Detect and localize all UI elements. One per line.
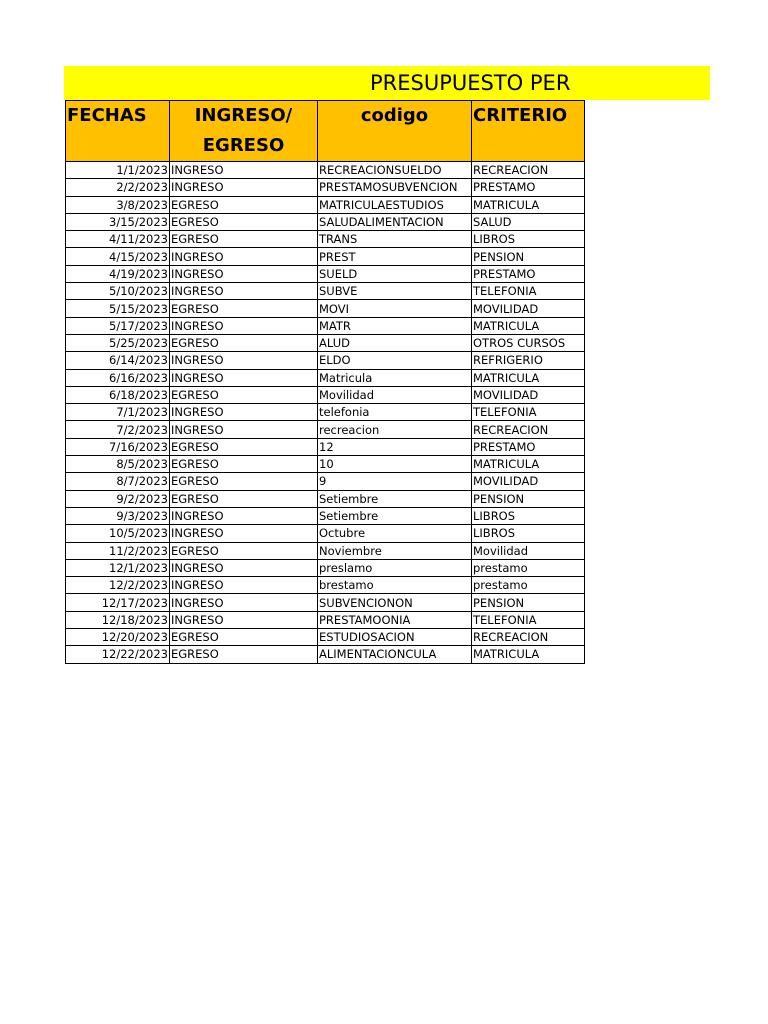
table-row [66, 525, 585, 542]
cell-fecha[interactable]: 4/19/2023 [66, 265, 170, 282]
sheet-title: PRESUPUESTO PER [370, 71, 571, 95]
cell-criterio[interactable]: prestamo [472, 577, 585, 594]
cell-fecha[interactable]: 4/15/2023 [66, 248, 170, 265]
cell-codigo[interactable]: PRESTAMOSUBVENCION [318, 179, 472, 196]
table-row [66, 265, 585, 282]
cell-criterio[interactable]: PRESTAMO [472, 265, 585, 282]
table-row [66, 473, 585, 490]
cell-fecha[interactable]: 12/20/2023 [66, 629, 170, 646]
cell-codigo[interactable]: MATR [318, 317, 472, 334]
table-row [66, 196, 585, 213]
header-ingreso-egreso[interactable] [170, 101, 318, 162]
cell-tipo[interactable]: INGRESO [170, 594, 318, 611]
cell-fecha[interactable]: 5/15/2023 [66, 300, 170, 317]
cell-fecha[interactable]: 9/2/2023 [66, 490, 170, 507]
cell-criterio[interactable]: OTROS CURSOS [472, 334, 585, 351]
header-row [66, 101, 585, 162]
cell-tipo[interactable]: INGRESO [170, 162, 318, 179]
cell-criterio[interactable]: PRESTAMO [472, 438, 585, 455]
cell-codigo[interactable]: Setiembre [318, 490, 472, 507]
cell-tipo[interactable]: EGRESO [170, 196, 318, 213]
cell-tipo[interactable]: INGRESO [170, 283, 318, 300]
table-row [66, 421, 585, 438]
cell-tipo[interactable]: INGRESO [170, 179, 318, 196]
cell-criterio[interactable]: PRESTAMO [472, 179, 585, 196]
cell-tipo[interactable]: INGRESO [170, 369, 318, 386]
cell-tipo[interactable]: EGRESO [170, 213, 318, 230]
cell-criterio[interactable]: LIBROS [472, 525, 585, 542]
cell-codigo[interactable]: ALIMENTACIONCULA [318, 646, 472, 663]
table-row [66, 179, 585, 196]
cell-fecha[interactable]: 12/18/2023 [66, 611, 170, 628]
cell-criterio[interactable]: MOVILIDAD [472, 473, 585, 490]
cell-tipo[interactable]: INGRESO [170, 248, 318, 265]
cell-codigo[interactable]: brestamo [318, 577, 472, 594]
cell-criterio[interactable]: SALUD [472, 213, 585, 230]
cell-fecha[interactable]: 5/17/2023 [66, 317, 170, 334]
cell-codigo[interactable]: SUELD [318, 265, 472, 282]
cell-fecha[interactable]: 6/16/2023 [66, 369, 170, 386]
cell-criterio[interactable]: MATRICULA [472, 456, 585, 473]
cell-codigo[interactable]: Noviembre [318, 542, 472, 559]
cell-fecha[interactable]: 10/5/2023 [66, 525, 170, 542]
table-row [66, 611, 585, 628]
cell-tipo[interactable]: EGRESO [170, 629, 318, 646]
table-row [66, 490, 585, 507]
cell-criterio[interactable]: Movilidad [472, 542, 585, 559]
header-fechas[interactable]: FECHAS [66, 101, 170, 162]
cell-criterio[interactable]: RECREACION [472, 629, 585, 646]
cell-criterio[interactable]: LIBROS [472, 231, 585, 248]
cell-fecha[interactable]: 7/2/2023 [66, 421, 170, 438]
table-row [66, 577, 585, 594]
cell-tipo[interactable]: INGRESO [170, 611, 318, 628]
cell-criterio[interactable]: PENSION [472, 248, 585, 265]
cell-codigo[interactable]: Octubre [318, 525, 472, 542]
cell-codigo[interactable]: SUBVE [318, 283, 472, 300]
table-row [66, 594, 585, 611]
cell-fecha[interactable]: 11/2/2023 [66, 542, 170, 559]
cell-codigo[interactable]: ESTUDIOSACION [318, 629, 472, 646]
cell-fecha[interactable]: 6/18/2023 [66, 386, 170, 403]
table-row [66, 646, 585, 663]
table-row [66, 629, 585, 646]
table-row [66, 542, 585, 559]
cell-criterio[interactable]: prestamo [472, 559, 585, 576]
cell-criterio[interactable]: REFRIGERIO [472, 352, 585, 369]
cell-criterio[interactable]: MATRICULA [472, 646, 585, 663]
cell-codigo[interactable]: MATRICULAESTUDIOS [318, 196, 472, 213]
cell-codigo[interactable]: PRESTAMOONIA [318, 611, 472, 628]
table-row [66, 231, 585, 248]
cell-tipo[interactable]: EGRESO [170, 646, 318, 663]
table-row [66, 456, 585, 473]
cell-fecha[interactable]: 5/10/2023 [66, 283, 170, 300]
header-criterio[interactable]: CRITERIO [472, 101, 585, 162]
cell-fecha[interactable]: 5/25/2023 [66, 334, 170, 351]
header-ingreso-egreso-label: INGRESO/ EGRESO [194, 105, 293, 156]
cell-codigo[interactable]: 12 [318, 438, 472, 455]
cell-tipo[interactable]: INGRESO [170, 404, 318, 421]
table-row [66, 352, 585, 369]
table-row [66, 334, 585, 351]
cell-codigo[interactable]: Movilidad [318, 386, 472, 403]
cell-criterio[interactable]: MATRICULA [472, 196, 585, 213]
cell-codigo[interactable]: TRANS [318, 231, 472, 248]
cell-fecha[interactable]: 7/16/2023 [66, 438, 170, 455]
table-row [66, 404, 585, 421]
cell-codigo[interactable]: Setiembre [318, 507, 472, 524]
cell-codigo[interactable]: ELDO [318, 352, 472, 369]
cell-tipo[interactable]: INGRESO [170, 577, 318, 594]
cell-criterio[interactable]: RECREACION [472, 421, 585, 438]
cell-fecha[interactable]: 3/15/2023 [66, 213, 170, 230]
cell-tipo[interactable]: INGRESO [170, 507, 318, 524]
title-bar [64, 66, 710, 100]
cell-tipo[interactable]: INGRESO [170, 559, 318, 576]
cell-tipo[interactable]: EGRESO [170, 300, 318, 317]
cell-tipo[interactable]: EGRESO [170, 334, 318, 351]
cell-tipo[interactable]: EGRESO [170, 490, 318, 507]
table-row [66, 300, 585, 317]
cell-fecha[interactable]: 12/22/2023 [66, 646, 170, 663]
cell-fecha[interactable]: 8/5/2023 [66, 456, 170, 473]
header-codigo[interactable]: codigo [318, 101, 472, 162]
cell-tipo[interactable]: EGRESO [170, 386, 318, 403]
cell-tipo[interactable]: EGRESO [170, 231, 318, 248]
cell-tipo[interactable]: EGRESO [170, 438, 318, 455]
cell-fecha[interactable]: 3/8/2023 [66, 196, 170, 213]
cell-fecha[interactable]: 9/3/2023 [66, 507, 170, 524]
cell-codigo[interactable]: 10 [318, 456, 472, 473]
cell-codigo[interactable]: recreacion [318, 421, 472, 438]
cell-codigo[interactable]: ALUD [318, 334, 472, 351]
table-row [66, 317, 585, 334]
table-row [66, 507, 585, 524]
cell-criterio[interactable]: TELEFONIA [472, 283, 585, 300]
cell-tipo[interactable]: INGRESO [170, 317, 318, 334]
cell-criterio[interactable]: LIBROS [472, 507, 585, 524]
cell-codigo[interactable]: SUBVENCIONON [318, 594, 472, 611]
cell-criterio[interactable]: TELEFONIA [472, 611, 585, 628]
cell-codigo[interactable]: telefonia [318, 404, 472, 421]
cell-criterio[interactable]: MOVILIDAD [472, 300, 585, 317]
cell-tipo[interactable]: INGRESO [170, 265, 318, 282]
cell-codigo[interactable]: SALUDALIMENTACION [318, 213, 472, 230]
cell-tipo[interactable]: EGRESO [170, 542, 318, 559]
budget-table [65, 100, 585, 664]
cell-tipo[interactable]: INGRESO [170, 525, 318, 542]
cell-tipo[interactable]: EGRESO [170, 456, 318, 473]
table-row [66, 213, 585, 230]
cell-criterio[interactable]: TELEFONIA [472, 404, 585, 421]
cell-fecha[interactable]: 2/2/2023 [66, 179, 170, 196]
cell-codigo[interactable]: preslamo [318, 559, 472, 576]
cell-tipo[interactable]: INGRESO [170, 421, 318, 438]
table-row [66, 438, 585, 455]
cell-codigo[interactable]: 9 [318, 473, 472, 490]
cell-codigo[interactable]: PREST [318, 248, 472, 265]
cell-fecha[interactable]: 12/17/2023 [66, 594, 170, 611]
cell-codigo[interactable]: Matricula [318, 369, 472, 386]
cell-codigo[interactable]: MOVI [318, 300, 472, 317]
cell-codigo[interactable]: RECREACIONSUELDO [318, 162, 472, 179]
cell-fecha[interactable]: 4/11/2023 [66, 231, 170, 248]
table-row [66, 386, 585, 403]
cell-criterio[interactable]: MATRICULA [472, 369, 585, 386]
table-row [66, 369, 585, 386]
table-row [66, 248, 585, 265]
cell-criterio[interactable]: MOVILIDAD [472, 386, 585, 403]
cell-criterio[interactable]: MATRICULA [472, 317, 585, 334]
table-row [66, 559, 585, 576]
table-row [66, 162, 585, 179]
cell-criterio[interactable]: RECREACION [472, 162, 585, 179]
cell-tipo[interactable]: EGRESO [170, 473, 318, 490]
table-body [66, 162, 585, 664]
cell-tipo[interactable]: INGRESO [170, 352, 318, 369]
cell-fecha[interactable]: 1/1/2023 [66, 162, 170, 179]
cell-criterio[interactable]: PENSION [472, 594, 585, 611]
cell-criterio[interactable]: PENSION [472, 490, 585, 507]
cell-fecha[interactable]: 12/1/2023 [66, 559, 170, 576]
cell-fecha[interactable]: 6/14/2023 [66, 352, 170, 369]
cell-fecha[interactable]: 7/1/2023 [66, 404, 170, 421]
cell-fecha[interactable]: 12/2/2023 [66, 577, 170, 594]
cell-fecha[interactable]: 8/7/2023 [66, 473, 170, 490]
table-row [66, 283, 585, 300]
